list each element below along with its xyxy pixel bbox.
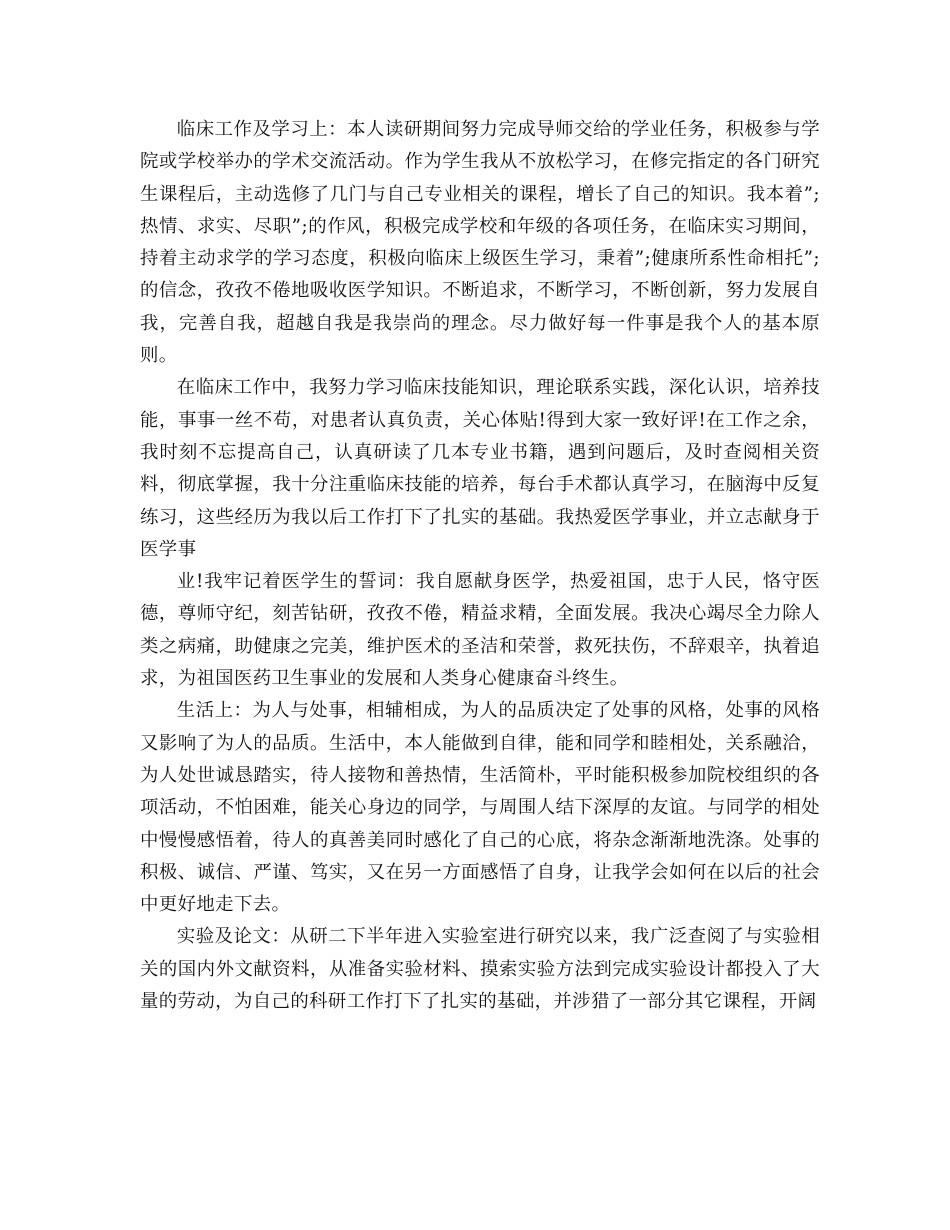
- paragraph-oath: 业!我牢记着医学生的誓词：我自愿献身医学，热爱祖国，忠于人民，恪守医德，尊师守纪，刻苦钻研，孜孜不倦，精益求精，全面发展。我决心竭尽全力除人类之病痛，助健康之完美，维护医术的圣洁和荣誉，救死扶伤，不辞艰辛，执着追求，为祖国医药卫生事业的发展和人类身心健康奋斗终生。: [140, 571, 820, 690]
- paragraph-experiment-thesis: 实验及论文：从研二下半年进入实验室进行研究以来，我广泛查阅了与实验相关的国内外文献资料，从准备实验材料、摸索实验方法到完成实验设计都投入了大量的劳动，为自己的科研工作打下了扎实的基础，并涉猎了一部分其它课程，开阔: [140, 926, 820, 1013]
- paragraph-clinical-study: 临床工作及学习上：本人读研期间努力完成导师交给的学业任务，积极参与学院或学校举办的学术交流活动。作为学生我从不放松学习，在修完指定的各门研究生课程后，主动选修了几门与自己专业相关的课程，增长了自己的知识。我本着”;热情、求实、尽职”;的作风，积极完成学校和年级的各项任务，在临床实习期间，持着主动求学的学习态度，积极向临床上级医生学习，秉着”;健康所系性命相托”;的信念，孜孜不倦地吸收医学知识。不断追求，不断学习，不断创新，努力发展自我，完善自我，超越自我是我崇尚的理念。尽力做好每一件事是我个人的基本原则。: [140, 119, 820, 367]
- document-body: [140, 114, 820, 1018]
- paragraph-life: 生活上：为人与处事，相辅相成，为人的品质决定了处事的风格，处事的风格又影响了为人的品质。生活中，本人能做到自律，能和同学和睦相处，关系融洽，为人处世诚恳踏实，待人接物和善热情，生活简朴，平时能积极参加院校组织的各项活动，不怕困难，能关心身边的同学，与周围人结下深厚的友谊。与同学的相处中慢慢感悟着，待人的真善美同时感化了自己的心底，将杂念渐渐地洗涤。处事的积极、诚信、严谨、笃实，又在另一方面感悟了自身，让我学会如何在以后的社会中更好地走下去。: [140, 700, 820, 916]
- paragraph-clinical-work: 在临床工作中，我努力学习临床技能知识，理论联系实践，深化认识，培养技能，事事一丝不苟，对患者认真负责，关心体贴!得到大家一致好评!在工作之余，我时刻不忘提高自己，认真研读了几本专业书籍，遇到问题后，及时查阅相关资料，彻底掌握，我十分注重临床技能的培养，每台手术都认真学习，在脑海中反复练习，这些经历为我以后工作打下了扎实的基础。我热爱医学事业，并立志献身于医学事: [140, 377, 820, 560]
